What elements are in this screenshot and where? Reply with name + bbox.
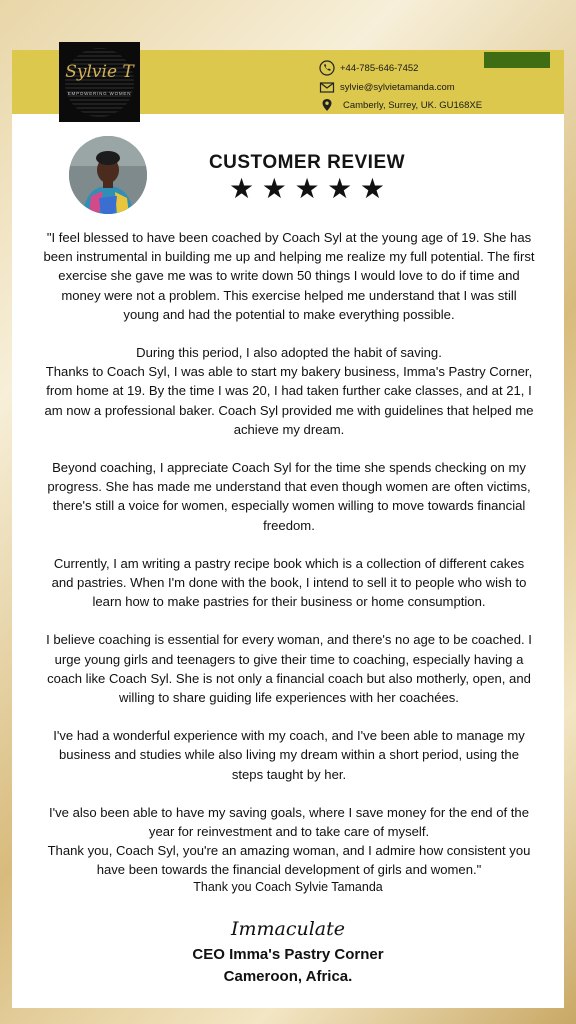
review-paragraph: During this period, I also adopted the habit of saving.: [136, 345, 442, 361]
review-title: CUSTOMER REVIEW: [208, 152, 406, 173]
email-icon: [317, 78, 337, 96]
review-paragraph: Thanks to Coach Syl, I was able to start my bakery business, Imma's Pastry Corner, from home at 19. By the time I was 20, I had taken further cake classes, and at 21, I am now a professional baker. Coach Syl provided me with guidelines that helped me achieve my dream.: [44, 364, 534, 437]
thanks-line: Thank you Coach Sylvie Tamanda: [193, 880, 383, 894]
accent-bar: [484, 52, 550, 68]
phone-number: +44-785-646-7452: [340, 62, 419, 74]
review-paragraph: Currently, I am writing a pastry recipe book which is a collection of different cakes and pastries. When I'm done with the book, I intend to sell it to people who wish to learn how to make pastries for their business or home consumption.: [51, 555, 527, 610]
review-card: [12, 50, 564, 1008]
reviewer-location: Cameroon, Africa.: [223, 968, 353, 985]
logo-tagline: EMPOWERING WOMEN: [67, 91, 132, 96]
review-body: [42, 228, 536, 880]
phone-icon: [317, 59, 337, 77]
star-icon: ★: [327, 173, 353, 204]
signature: Immaculate: [230, 918, 346, 940]
contact-phone[interactable]: [317, 59, 418, 77]
star-icon: ★: [229, 173, 255, 204]
email-address: sylvie@sylvietamanda.com: [340, 81, 455, 93]
review-paragraph: "I feel blessed to have been coached by Coach Syl at the young age of 19. She has been instrumental in building me up and helping me realize my full potential. The first exercise she gave me was to write down 50 things I would love to do if time and money were not a problem. This exercise helped me understand that I was still young and had the potential to make everything possible.: [43, 230, 535, 322]
star-icon: ★: [261, 173, 287, 204]
review-paragraph: Thank you, Coach Syl, you're an amazing woman, and I admire how consistent you have been towards the financial development of girls and women.": [47, 843, 531, 878]
reviewer-title: CEO Imma's Pastry Corner: [192, 946, 384, 963]
review-paragraph: I've also been able to have my saving goals, where I save money for the end of the year for reinvestment and to take care of myself.: [49, 804, 529, 840]
review-paragraph: Beyond coaching, I appreciate Coach Syl for the time she spends checking on my progress. She has made me understand that even though women are often victims, there's still a voice for women, especially women willing to move towards financial freedom.: [47, 460, 531, 533]
star-rating: [229, 175, 385, 203]
review-paragraph: I've had a wonderful experience with my coach, and I've been able to manage my business and studies while also living my dream within a short period, using the steps taught by her.: [53, 728, 525, 782]
reviewer-avatar: [69, 136, 147, 214]
logo-wordmark: Sylvie T: [65, 62, 134, 82]
contact-email[interactable]: [317, 78, 455, 96]
star-icon: ★: [294, 173, 320, 204]
contact-address: [317, 96, 482, 114]
location-pin-icon: [317, 96, 337, 114]
brand-logo: [59, 42, 140, 122]
review-paragraph: I believe coaching is essential for every woman, and there's no age to be coached. I urge young girls and teenagers to give their time to coaching, especially having a coach like Coach Syl. She is not only a financial coach but also motherly, open, and willing to share guiding life experiences with her coachées.: [46, 632, 532, 706]
logo-ring: [65, 48, 134, 117]
address-text: Camberly, Surrey, UK. GU168XE: [343, 99, 483, 111]
star-icon: ★: [359, 173, 385, 204]
